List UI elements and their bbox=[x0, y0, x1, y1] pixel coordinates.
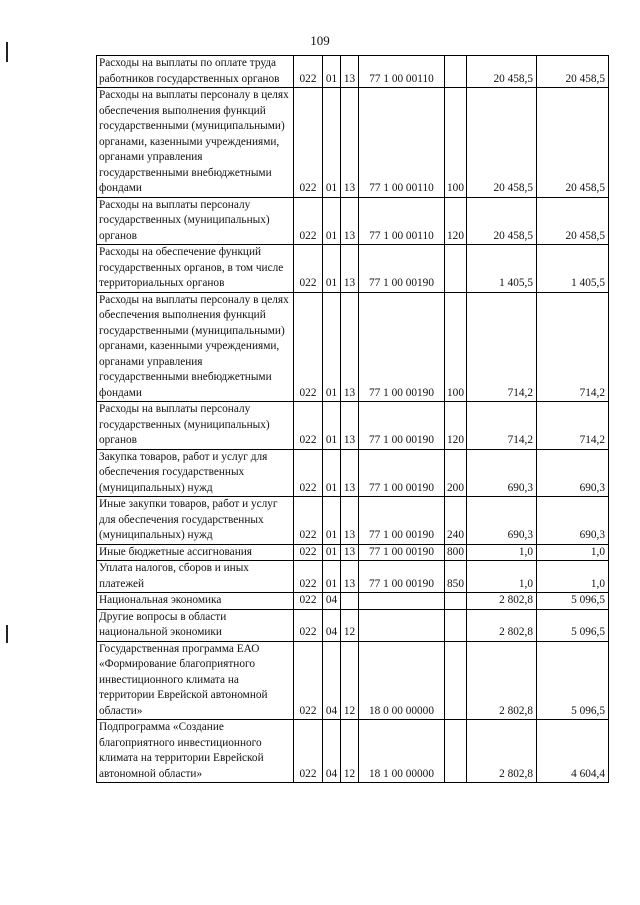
cell-sum-a: 1,0 bbox=[467, 561, 537, 593]
cell-ministry: 022 bbox=[294, 88, 323, 198]
binding-mark-middle bbox=[6, 625, 8, 643]
cell-name: Расходы на выплаты персоналу государственных (муниципальных) органов bbox=[97, 197, 294, 245]
cell-section: 04 bbox=[323, 593, 341, 610]
cell-program: 77 1 00 00110 bbox=[359, 197, 445, 245]
cell-subsection: 13 bbox=[341, 544, 359, 561]
cell-subsection: 13 bbox=[341, 292, 359, 402]
cell-program: 77 1 00 00110 bbox=[359, 56, 445, 88]
cell-sum-b: 20 458,5 bbox=[537, 88, 609, 198]
cell-program bbox=[359, 593, 445, 610]
cell-subsection: 12 bbox=[341, 609, 359, 641]
cell-ministry: 022 bbox=[294, 197, 323, 245]
table-body bbox=[97, 56, 609, 783]
cell-program: 77 1 00 00190 bbox=[359, 245, 445, 293]
cell-name: Государственная программа ЕАО «Формирование благоприятного инвестиционного климата на территории Еврейской автономной области» bbox=[97, 641, 294, 720]
cell-ministry: 022 bbox=[294, 402, 323, 450]
cell-sum-a: 20 458,5 bbox=[467, 197, 537, 245]
table-row bbox=[97, 197, 609, 245]
cell-name: Расходы на выплаты персоналу государственных (муниципальных) органов bbox=[97, 402, 294, 450]
cell-expense-type bbox=[445, 720, 467, 783]
cell-expense-type bbox=[445, 609, 467, 641]
cell-section: 01 bbox=[323, 497, 341, 545]
cell-subsection: 13 bbox=[341, 88, 359, 198]
cell-sum-a: 2 802,8 bbox=[467, 609, 537, 641]
cell-sum-a: 2 802,8 bbox=[467, 593, 537, 610]
cell-subsection: 13 bbox=[341, 197, 359, 245]
table-row bbox=[97, 88, 609, 198]
cell-ministry: 022 bbox=[294, 497, 323, 545]
cell-sum-b: 690,3 bbox=[537, 449, 609, 497]
cell-name: Иные бюджетные ассигнования bbox=[97, 544, 294, 561]
cell-expense-type: 120 bbox=[445, 197, 467, 245]
cell-sum-b: 20 458,5 bbox=[537, 56, 609, 88]
cell-ministry: 022 bbox=[294, 56, 323, 88]
cell-section: 01 bbox=[323, 245, 341, 293]
cell-sum-b: 1,0 bbox=[537, 561, 609, 593]
cell-section: 01 bbox=[323, 402, 341, 450]
cell-section: 04 bbox=[323, 609, 341, 641]
cell-sum-b: 690,3 bbox=[537, 497, 609, 545]
cell-section: 04 bbox=[323, 641, 341, 720]
cell-subsection: 13 bbox=[341, 402, 359, 450]
cell-expense-type bbox=[445, 641, 467, 720]
cell-section: 01 bbox=[323, 88, 341, 198]
table-row bbox=[97, 561, 609, 593]
cell-subsection: 13 bbox=[341, 245, 359, 293]
table-row bbox=[97, 544, 609, 561]
cell-section: 01 bbox=[323, 197, 341, 245]
table-row bbox=[97, 402, 609, 450]
table-row bbox=[97, 292, 609, 402]
cell-ministry: 022 bbox=[294, 449, 323, 497]
cell-sum-b: 1,0 bbox=[537, 544, 609, 561]
cell-program: 77 1 00 00190 bbox=[359, 292, 445, 402]
cell-program: 77 1 00 00190 bbox=[359, 497, 445, 545]
cell-subsection: 13 bbox=[341, 497, 359, 545]
cell-section: 01 bbox=[323, 56, 341, 88]
table-row bbox=[97, 56, 609, 88]
cell-sum-b: 1 405,5 bbox=[537, 245, 609, 293]
cell-section: 04 bbox=[323, 720, 341, 783]
cell-program: 77 1 00 00190 bbox=[359, 449, 445, 497]
cell-expense-type bbox=[445, 56, 467, 88]
cell-program: 77 1 00 00190 bbox=[359, 544, 445, 561]
table-row bbox=[97, 497, 609, 545]
cell-ministry: 022 bbox=[294, 720, 323, 783]
cell-expense-type bbox=[445, 245, 467, 293]
cell-expense-type: 200 bbox=[445, 449, 467, 497]
cell-ministry: 022 bbox=[294, 561, 323, 593]
cell-section: 01 bbox=[323, 544, 341, 561]
cell-sum-b: 5 096,5 bbox=[537, 609, 609, 641]
cell-subsection: 12 bbox=[341, 641, 359, 720]
cell-section: 01 bbox=[323, 561, 341, 593]
cell-ministry: 022 bbox=[294, 292, 323, 402]
cell-sum-b: 20 458,5 bbox=[537, 197, 609, 245]
table-row bbox=[97, 449, 609, 497]
cell-name: Национальная экономика bbox=[97, 593, 294, 610]
table-row bbox=[97, 609, 609, 641]
cell-ministry: 022 bbox=[294, 544, 323, 561]
cell-subsection: 13 bbox=[341, 56, 359, 88]
cell-subsection: 13 bbox=[341, 449, 359, 497]
cell-sum-a: 714,2 bbox=[467, 292, 537, 402]
cell-program: 18 0 00 00000 bbox=[359, 641, 445, 720]
cell-expense-type: 240 bbox=[445, 497, 467, 545]
binding-mark-top bbox=[6, 42, 8, 62]
cell-sum-b: 714,2 bbox=[537, 292, 609, 402]
cell-ministry: 022 bbox=[294, 593, 323, 610]
budget-table bbox=[96, 55, 609, 783]
cell-ministry: 022 bbox=[294, 609, 323, 641]
cell-expense-type: 850 bbox=[445, 561, 467, 593]
cell-section: 01 bbox=[323, 449, 341, 497]
cell-name: Другие вопросы в области национальной экономики bbox=[97, 609, 294, 641]
cell-expense-type: 100 bbox=[445, 88, 467, 198]
cell-sum-b: 5 096,5 bbox=[537, 593, 609, 610]
cell-sum-a: 1 405,5 bbox=[467, 245, 537, 293]
cell-name: Расходы на выплаты персоналу в целях обеспечения выполнения функций государственными (муниципальными) органами, казенными учреждениями, органами управления государственными внебюджетными фондами bbox=[97, 292, 294, 402]
table-row bbox=[97, 245, 609, 293]
cell-ministry: 022 bbox=[294, 641, 323, 720]
cell-sum-b: 5 096,5 bbox=[537, 641, 609, 720]
cell-subsection bbox=[341, 593, 359, 610]
cell-section: 01 bbox=[323, 292, 341, 402]
cell-ministry: 022 bbox=[294, 245, 323, 293]
cell-subsection: 13 bbox=[341, 561, 359, 593]
cell-sum-a: 1,0 bbox=[467, 544, 537, 561]
cell-program bbox=[359, 609, 445, 641]
cell-sum-b: 4 604,4 bbox=[537, 720, 609, 783]
cell-program: 77 1 00 00190 bbox=[359, 561, 445, 593]
cell-name: Закупка товаров, работ и услуг для обеспечения государственных (муниципальных) нужд bbox=[97, 449, 294, 497]
table-row bbox=[97, 641, 609, 720]
cell-sum-a: 714,2 bbox=[467, 402, 537, 450]
table-row bbox=[97, 720, 609, 783]
cell-sum-a: 690,3 bbox=[467, 497, 537, 545]
cell-sum-a: 690,3 bbox=[467, 449, 537, 497]
cell-expense-type: 120 bbox=[445, 402, 467, 450]
cell-name: Подпрограмма «Создание благоприятного инвестиционного климата на территории Еврейской автономной области» bbox=[97, 720, 294, 783]
cell-sum-a: 2 802,8 bbox=[467, 641, 537, 720]
cell-program: 77 1 00 00110 bbox=[359, 88, 445, 198]
cell-program: 18 1 00 00000 bbox=[359, 720, 445, 783]
cell-name: Расходы на выплаты персоналу в целях обеспечения выполнения функций государственными (муниципальными) органами, казенными учреждениями, органами управления государственными внебюджетными фондами bbox=[97, 88, 294, 198]
cell-subsection: 12 bbox=[341, 720, 359, 783]
cell-expense-type: 800 bbox=[445, 544, 467, 561]
table-row bbox=[97, 593, 609, 610]
cell-expense-type bbox=[445, 593, 467, 610]
cell-program: 77 1 00 00190 bbox=[359, 402, 445, 450]
cell-sum-b: 714,2 bbox=[537, 402, 609, 450]
page-number: 109 bbox=[310, 33, 330, 48]
cell-name: Уплата налогов, сборов и иных платежей bbox=[97, 561, 294, 593]
cell-sum-a: 20 458,5 bbox=[467, 56, 537, 88]
cell-name: Расходы на выплаты по оплате труда работников государственных органов bbox=[97, 56, 294, 88]
cell-sum-a: 20 458,5 bbox=[467, 88, 537, 198]
cell-expense-type: 100 bbox=[445, 292, 467, 402]
cell-name: Расходы на обеспечение функций государственных органов, в том числе территориальных органов bbox=[97, 245, 294, 293]
cell-sum-a: 2 802,8 bbox=[467, 720, 537, 783]
cell-name: Иные закупки товаров, работ и услуг для обеспечения государственных (муниципальных) нужд bbox=[97, 497, 294, 545]
